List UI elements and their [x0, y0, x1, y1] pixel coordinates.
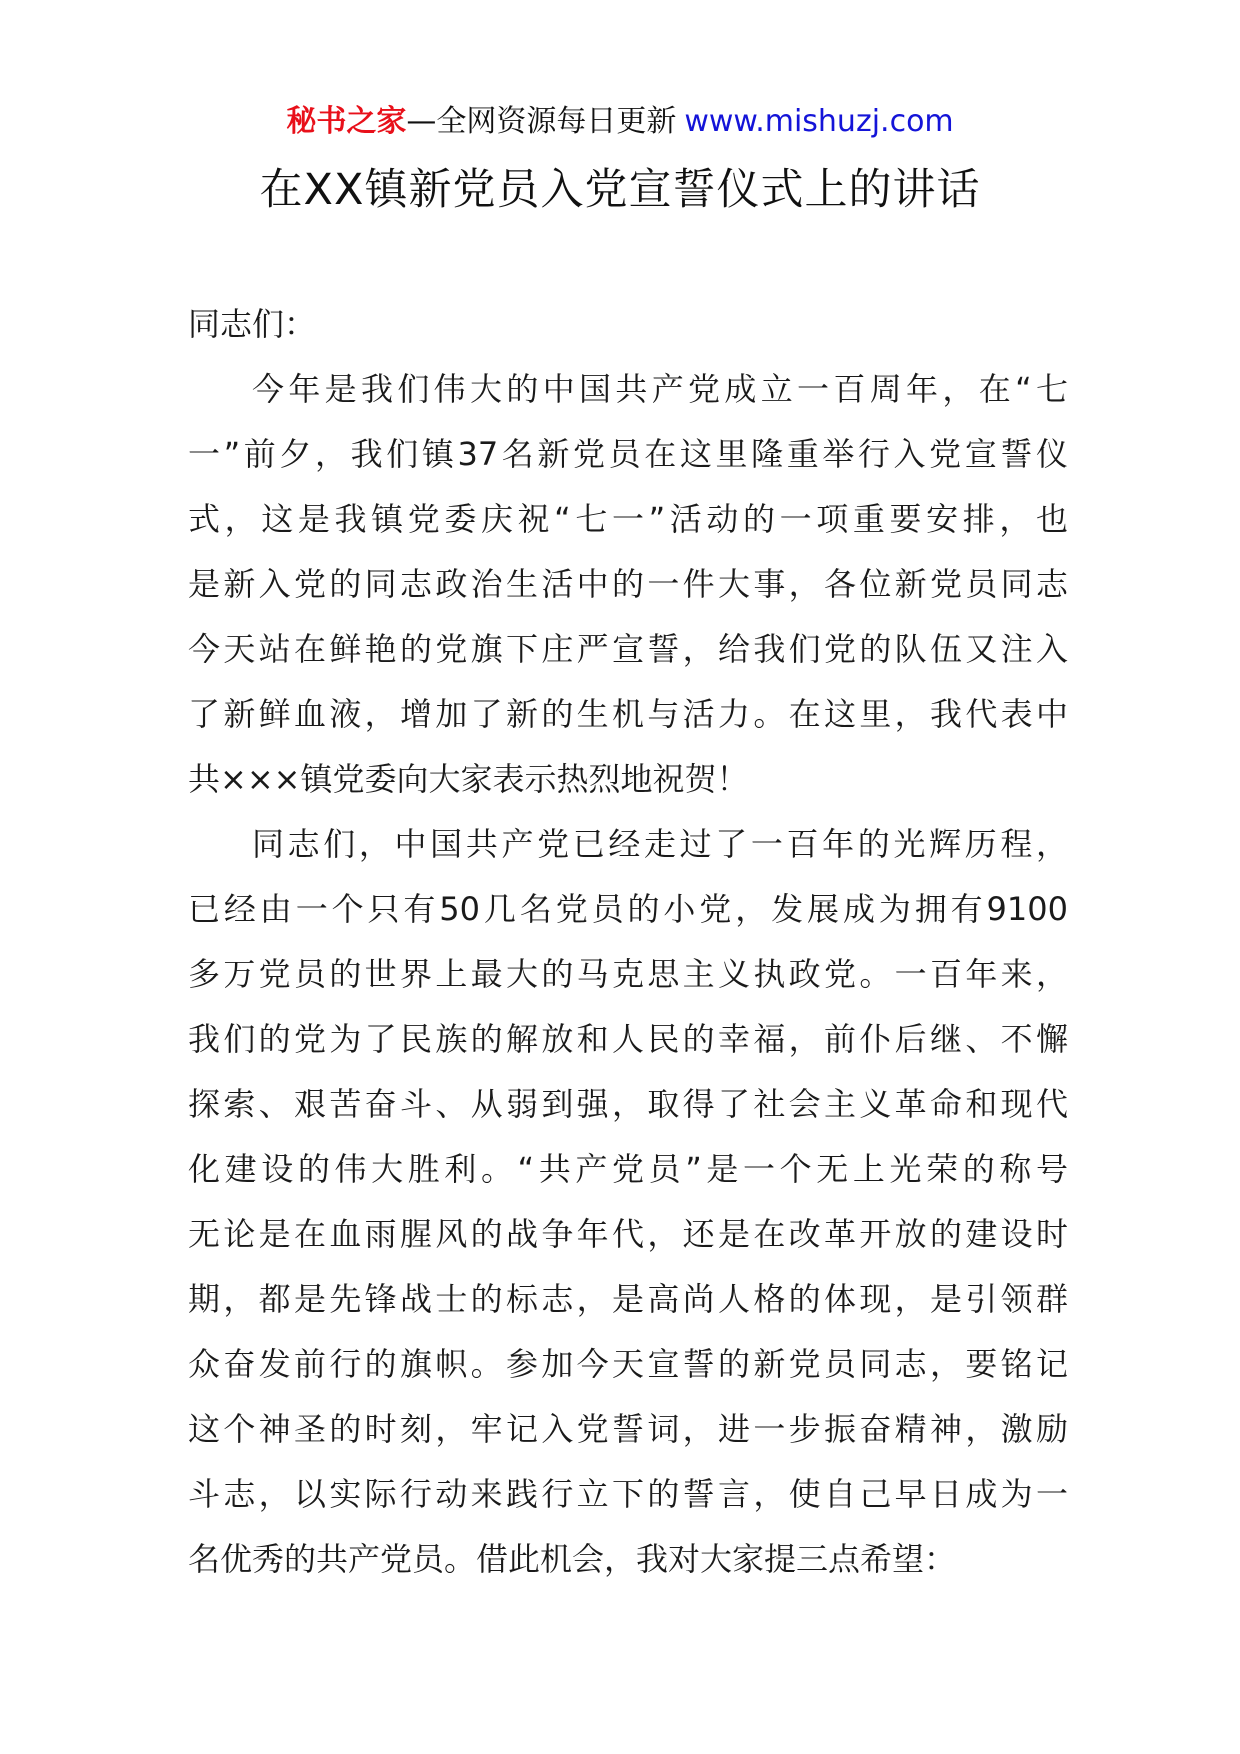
paragraph-1-line: 式，这是我镇党委庆祝“七一”活动的一项重要安排，也	[188, 500, 1068, 538]
tagline: —全网资源每日更新	[406, 104, 677, 139]
salutation: 同志们：	[188, 305, 317, 343]
paragraph-1-line: 今天站在鲜艳的党旗下庄严宣誓，给我们党的队伍又注入	[188, 630, 1068, 668]
paragraph-2-line: 名优秀的共产党员。借此机会，我对大家提三点希望：	[188, 1540, 957, 1578]
paragraph-2-line: 多万党员的世界上最大的马克思主义执政党。一百年来，	[188, 955, 1068, 993]
paragraph-2-line: 斗志，以实际行动来践行立下的誓言，使自己早日成为一	[188, 1475, 1068, 1513]
paragraph-2-line: 期，都是先锋战士的标志，是高尚人格的体现，是引领群	[188, 1280, 1068, 1318]
paragraph-2-line: 化建设的伟大胜利。“共产党员”是一个无上光荣的称号	[188, 1150, 1068, 1188]
paragraph-1-line: 了新鲜血液，增加了新的生机与活力。在这里，我代表中	[188, 695, 1068, 733]
paragraph-1-line: 今年是我们伟大的中国共产党成立一百周年，在“七	[252, 370, 1068, 408]
brand-name: 秘书之家	[286, 104, 407, 139]
paragraph-2-line: 同志们，中国共产党已经走过了一百年的光辉历程，	[252, 825, 1068, 863]
paragraph-2-line: 探索、艰苦奋斗、从弱到强，取得了社会主义革命和现代	[188, 1085, 1068, 1123]
document-body	[188, 292, 1068, 1592]
paragraph-2-line: 众奋发前行的旗帜。参加今天宣誓的新党员同志，要铭记	[188, 1345, 1068, 1383]
paragraph-2-line: 已经由一个只有50几名党员的小党，发展成为拥有9100	[188, 890, 1068, 928]
paragraph-1-line: 是新入党的同志政治生活中的一件大事，各位新党员同志	[188, 565, 1068, 603]
header-banner	[0, 102, 1240, 142]
paragraph-1-line: 共×××镇党委向大家表示热烈地祝贺！	[188, 760, 749, 798]
website-link[interactable]: www.mishuzj.com	[684, 104, 954, 139]
paragraph-2-line: 我们的党为了民族的解放和人民的幸福，前仆后继、不懈	[188, 1020, 1068, 1058]
paragraph-1-line: 一”前夕，我们镇37名新党员在这里隆重举行入党宣誓仪	[188, 435, 1068, 473]
paragraph-2-line: 这个神圣的时刻，牢记入党誓词，进一步振奋精神，激励	[188, 1410, 1068, 1448]
document-title: 在XX镇新党员入党宣誓仪式上的讲话	[259, 165, 981, 215]
paragraph-2-line: 无论是在血雨腥风的战争年代，还是在改革开放的建设时	[188, 1215, 1068, 1253]
